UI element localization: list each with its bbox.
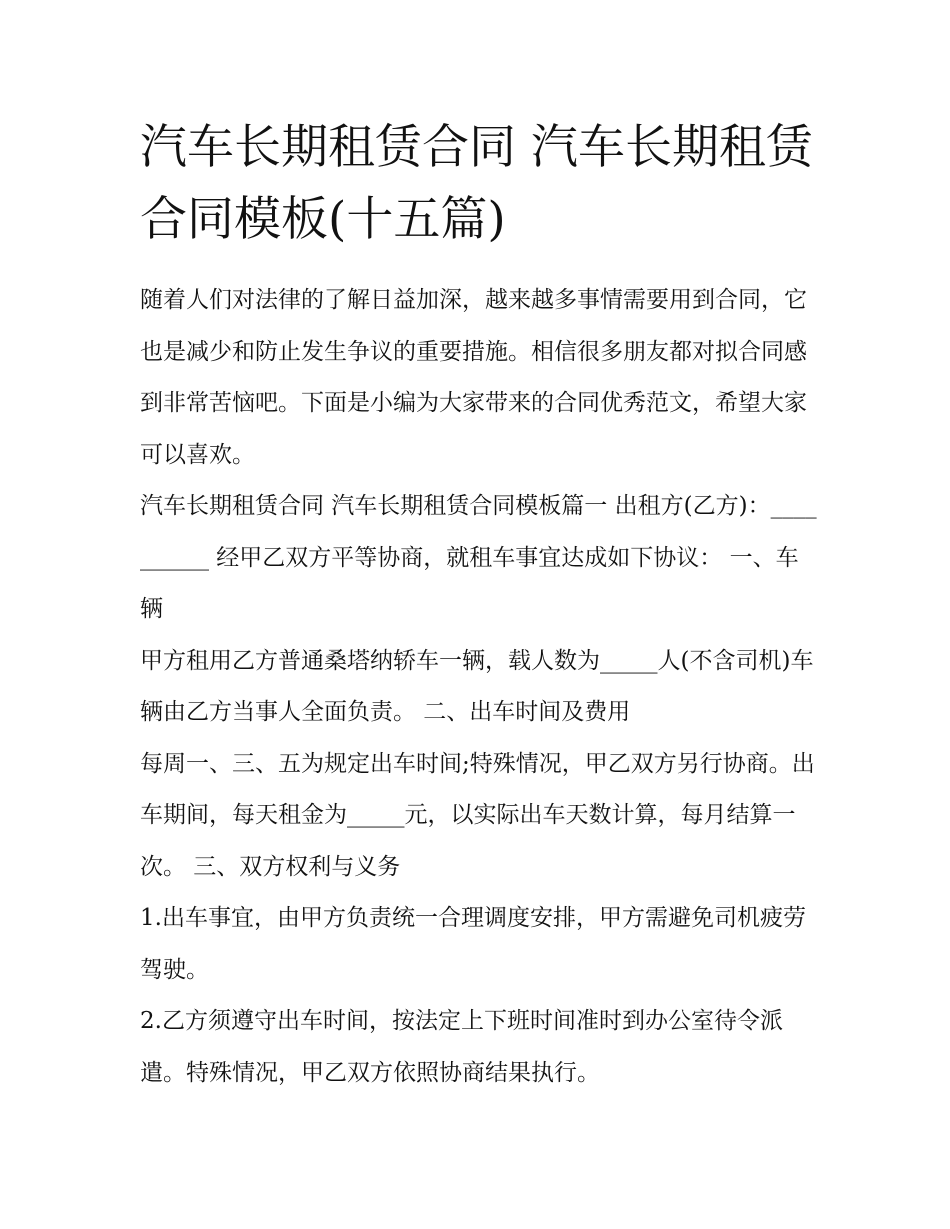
paragraph-intro: 随着人们对法律的了解日益加深，越来越多事情需要用到合同，它也是减少和防止发生争议的重要措施。相信很多朋友都对拟合同感到非常苦恼吧。下面是小编为大家带来的合同优秀范文，希望大家可以喜欢。: [140, 287, 807, 468]
paragraph-schedule-fees: 每周一、三、五为规定出车时间;特殊情况，甲乙双方另行协商。出车期间，每天租金为_____元，以实际出车天数计算，每月结算一次。 三、双方权利与义务: [140, 750, 815, 880]
paragraph-parties: 汽车长期租赁合同 汽车长期租赁合同模板篇一 出租方(乙方)：__________ 经甲乙双方平等协商，就租车事宜达成如下协议： 一、车辆: [140, 493, 817, 622]
document-title: 汽车长期租赁合同 汽车长期租赁合同模板(十五篇): [140, 120, 813, 247]
paragraph-vehicle: 甲方租用乙方普通桑塔纳轿车一辆，载人数为_____人(不含司机)车辆由乙方当事人全面负责。 二、出车时间及费用: [140, 647, 814, 725]
paragraph-clause-1: 1.出车事宜，由甲方负责统一合理调度安排，甲方需避免司机疲劳驾驶。: [140, 905, 806, 983]
document-body: [140, 275, 820, 1099]
paragraph-clause-2: 2.乙方须遵守出车时间，按法定上下班时间准时到办公室待令派遣。特殊情况，甲乙双方依照协商结果执行。: [140, 1008, 783, 1086]
